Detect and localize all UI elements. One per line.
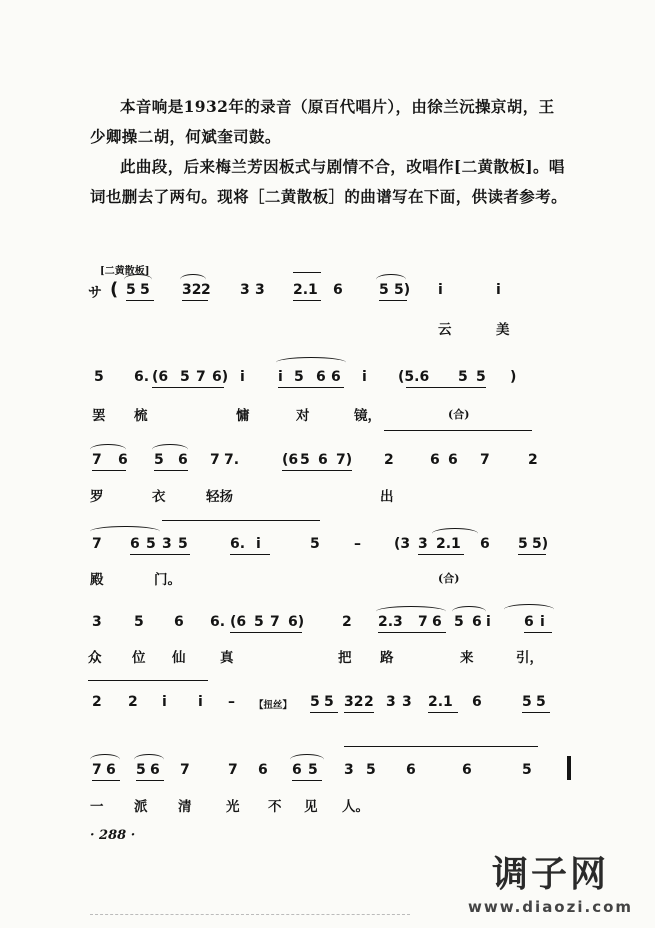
lyric: 把	[338, 650, 352, 666]
note: 7	[180, 762, 190, 778]
note: 2	[342, 614, 352, 630]
note: 7	[92, 762, 102, 778]
note: 6)	[288, 614, 305, 630]
note: i	[486, 614, 491, 630]
note: 2	[92, 694, 102, 710]
note: 5	[536, 694, 546, 710]
score-row-2	[88, 369, 558, 393]
lyric: 不	[268, 799, 282, 815]
note: 5	[458, 369, 468, 385]
note: 6	[106, 762, 116, 778]
note: 5	[522, 762, 532, 778]
note: 5	[310, 694, 320, 710]
note: (	[110, 279, 119, 300]
note: i	[240, 369, 245, 385]
lyrics-row-2	[88, 404, 558, 426]
watermark-url: www.diaozi.com	[468, 898, 634, 916]
note: 3	[386, 694, 396, 710]
note: 6	[174, 614, 184, 630]
lyric: 一	[90, 799, 104, 815]
note: 2	[128, 694, 138, 710]
score-row-6	[88, 694, 558, 718]
note: 32	[182, 282, 202, 298]
note: 6	[448, 452, 458, 468]
lyric: 云	[438, 322, 452, 338]
note: 2.1	[436, 536, 461, 552]
note: (6	[282, 452, 299, 468]
note: 7	[92, 536, 102, 552]
note: (5.6	[398, 369, 430, 385]
note: 5	[94, 369, 104, 385]
page-number: · 288 ·	[90, 828, 136, 843]
note: 7	[210, 452, 220, 468]
score-row-7	[88, 762, 558, 786]
note: 5	[454, 614, 464, 630]
note: 2.1	[293, 282, 318, 298]
note: 7	[228, 762, 238, 778]
note: 6	[258, 762, 268, 778]
note: 32	[344, 694, 364, 710]
note: 7	[196, 369, 206, 385]
lyric: 清	[178, 799, 192, 815]
scan-noise-line	[90, 914, 410, 917]
note: 5	[310, 536, 320, 552]
note: )	[510, 369, 517, 385]
note: 6	[432, 614, 442, 630]
note: i	[438, 282, 443, 298]
note: 5	[140, 282, 150, 298]
lyrics-row-7	[88, 795, 558, 817]
paragraph-2: 此曲段，后来梅兰芳因板式与剧情不合，改唱作[二黄散板]。唱词也删去了两句。现将［二黄散板］的曲谱写在下面，供读者参考。	[90, 157, 568, 206]
note: 5	[476, 369, 486, 385]
note: 6	[333, 282, 343, 298]
note: 7.	[224, 452, 240, 468]
note: 3	[255, 282, 265, 298]
lyric: 众	[88, 650, 102, 666]
note: 7	[418, 614, 428, 630]
lyric: 轻扬	[206, 489, 233, 505]
note: i	[362, 369, 367, 385]
watermark-title: 调子网	[492, 854, 610, 895]
note: 3	[92, 614, 102, 630]
note: 7	[480, 452, 490, 468]
note: 2.3	[378, 614, 403, 630]
lyric-chorus: (合)	[448, 408, 470, 421]
note: 2	[528, 452, 538, 468]
note: 5	[254, 614, 264, 630]
note: 5	[522, 694, 532, 710]
note: 6	[316, 369, 326, 385]
note: 6	[178, 452, 188, 468]
lyric: 罢	[92, 408, 106, 424]
note: 5	[134, 614, 144, 630]
note: i	[540, 614, 545, 630]
note: (6	[152, 369, 169, 385]
lyric: 对	[296, 408, 310, 424]
score-row-5	[88, 614, 558, 638]
lyrics-row-3	[88, 485, 558, 507]
lyric: 出	[380, 489, 394, 505]
note: 2.1	[428, 694, 453, 710]
lyric: 罗	[90, 489, 104, 505]
lyrics-row-1	[88, 318, 558, 340]
score-row-3	[88, 452, 558, 476]
lyrics-row-5	[88, 646, 558, 668]
lyric: 殿	[90, 572, 104, 588]
note: 6	[430, 452, 440, 468]
note: 6	[524, 614, 534, 630]
note: 3	[162, 536, 172, 552]
note: 6	[406, 762, 416, 778]
note: 5)	[532, 536, 549, 552]
note: 5	[178, 536, 188, 552]
lyric: 光	[226, 799, 240, 815]
lyrics-row-4	[88, 568, 558, 590]
note: 5	[180, 369, 190, 385]
section-label: [二黄散板]	[100, 266, 150, 277]
note: i	[162, 694, 167, 710]
note: 6	[331, 369, 341, 385]
note: i	[198, 694, 203, 710]
lyric: 派	[134, 799, 148, 815]
note: –	[354, 536, 361, 552]
paragraph-1: 本音响是1932年的录音（原百代唱片），由徐兰沅操京胡，王少卿操二胡，何斌奎司鼓。	[90, 97, 555, 146]
note: 6	[480, 536, 490, 552]
note: 6.	[210, 614, 226, 630]
lyric: 路	[380, 650, 394, 666]
note: 6	[150, 762, 160, 778]
note: 7	[92, 452, 102, 468]
note: 5	[379, 282, 389, 298]
note: 5	[154, 452, 164, 468]
note: 5	[126, 282, 136, 298]
note: 5	[146, 536, 156, 552]
lyric: 门。	[154, 572, 181, 588]
lyric: 真	[220, 650, 234, 666]
note: i	[278, 369, 283, 385]
note: 6.	[230, 536, 246, 552]
note: 5	[308, 762, 318, 778]
lyric: 梳	[134, 408, 148, 424]
lyric: 镜，	[354, 408, 381, 424]
note: –	[228, 694, 235, 710]
note: 3	[344, 762, 354, 778]
note: 5	[300, 452, 310, 468]
lyric: 见	[304, 799, 318, 815]
lyric: 引，	[516, 650, 543, 666]
lyric: 位	[132, 650, 146, 666]
note: (6	[230, 614, 247, 630]
note: 6.	[134, 369, 150, 385]
lyric: 美	[496, 322, 510, 338]
note: 7)	[336, 452, 353, 468]
note: 5	[324, 694, 334, 710]
note: 6)	[212, 369, 229, 385]
lyric: 人。	[342, 799, 369, 815]
note: 2	[364, 694, 374, 710]
lyric: 衣	[152, 489, 166, 505]
final-barline	[567, 756, 571, 780]
note: 3	[402, 694, 412, 710]
note: 3	[240, 282, 250, 298]
note: 2	[201, 282, 211, 298]
note: 5	[366, 762, 376, 778]
note: 5)	[394, 282, 411, 298]
note: i	[496, 282, 501, 298]
note: 2	[384, 452, 394, 468]
note: 5	[136, 762, 146, 778]
score-row-1	[88, 279, 558, 306]
note: (3	[394, 536, 411, 552]
note: i	[256, 536, 261, 552]
note: 6	[118, 452, 128, 468]
lyric-chorus: (合)	[438, 572, 460, 585]
lyric: 慵	[236, 408, 250, 424]
note: 6	[472, 694, 482, 710]
score-row-4	[88, 536, 558, 560]
note: 6	[472, 614, 482, 630]
note: 7	[270, 614, 280, 630]
note: 3	[418, 536, 428, 552]
note: 5	[518, 536, 528, 552]
note: サ	[88, 285, 102, 301]
niusi-label: 【扭丝】	[254, 700, 293, 711]
note: 5	[294, 369, 304, 385]
note: 6	[130, 536, 140, 552]
lyric: 来	[460, 650, 474, 666]
note: 6	[462, 762, 472, 778]
note: 6	[292, 762, 302, 778]
note: 6	[318, 452, 328, 468]
lyric: 仙	[172, 650, 186, 666]
